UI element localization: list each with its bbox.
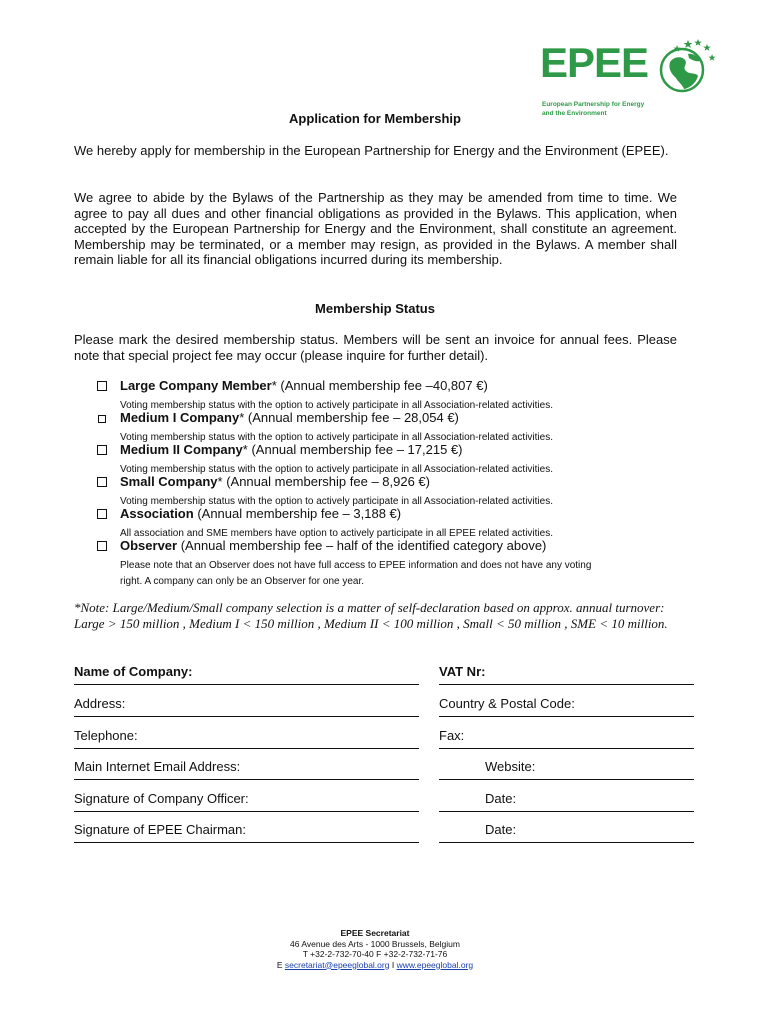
company-name-label: Name of Company: [74,664,193,679]
officer-date-label: Date: [485,791,517,806]
website-label: Website: [485,759,536,774]
address-field[interactable] [74,716,419,717]
option-suffix: * [217,474,227,489]
footer-email-prefix: E [276,959,285,970]
association-checkbox[interactable] [97,509,107,519]
globe-with-stars-icon [652,36,716,96]
officer-signature-row [74,789,694,809]
company-name-field[interactable] [74,684,419,685]
option-suffix: * [242,442,252,457]
option-suffix: * [239,410,248,425]
officer-signature-field[interactable] [74,811,419,812]
medium-ii-company-checkbox[interactable] [97,445,107,455]
address-row [74,694,694,714]
fax-label: Fax: [439,728,465,743]
observer-checkbox[interactable] [97,541,107,551]
chairman-signature-row [74,820,694,840]
option-fee: (Annual membership fee – 3,188 €) [197,506,402,521]
chairman-signature-label: Signature of EPEE Chairman: [74,822,246,837]
footer [0,928,750,970]
fax-field[interactable] [439,748,694,749]
option-name: Medium II Company [120,442,243,457]
chairman-signature-field[interactable] [74,842,419,843]
email-field[interactable] [74,779,419,780]
option-name: Medium I Company [120,410,240,425]
company-size-note: *Note: Large/Medium/Small company selection is a matter of self-declaration based on approx. annual turnover: Large > 150 million , Medium I < 150 million , Medium II < 100 million , Small < 50 million , SME < 10 million. [74,600,668,631]
epee-logo [540,34,720,120]
option-name: Association [120,506,194,521]
email-row [74,757,694,777]
option-name: Small Company [120,474,218,489]
option-description-continued: right. A company can only be an Observer for one year. [120,576,365,587]
option-name: Observer [120,538,178,553]
option-fee: (Annual membership fee – 8,926 €) [226,474,430,489]
status-instructions: Please mark the desired membership status. Members will be sent an invoice for annual fees. Please note that special project fee may occur (please inquire for further detail). [74,332,677,363]
agreement-paragraph: We agree to abide by the Bylaws of the Partnership as they may be amended from time to time. We agree to pay all dues and other financial obligations as provided in the Bylaws. This application, when accepted by the European Partnership for Energy and the Environment, shall constitute an agreement. Membership may be terminated, or a member may resign, as provided in the Bylaws. A member shall remain liable for all its financial obligations incurred during its membership. [74,190,677,268]
vat-label: VAT Nr: [439,664,486,679]
country-postal-field[interactable] [439,716,694,717]
website-field[interactable] [439,779,694,780]
option-description: Voting membership status with the option to actively participate in all Association-related activities. [120,400,553,411]
officer-signature-label: Signature of Company Officer: [74,791,249,806]
officer-date-field[interactable] [439,811,694,812]
option-fee: (Annual membership fee –40,807 €) [280,378,488,393]
option-description: Voting membership status with the option to actively participate in all Association-related activities. [120,464,553,475]
option-fee: (Annual membership fee – half of the identified category above) [180,538,547,553]
footer-contact [0,960,750,971]
intro-paragraph: We hereby apply for membership in the European Partnership for Energy and the Environment (EPEE). [74,143,669,158]
footer-separator: I [389,959,397,970]
option-name: Large Company Member [120,378,272,393]
medium-i-company-checkbox[interactable] [98,415,106,423]
option-fee: (Annual membership fee – 28,054 €) [247,410,459,425]
footer-address: 46 Avenue des Arts - 1000 Brussels, Belgium [290,938,460,949]
option-description: Voting membership status with the option to actively participate in all Association-related activities. [120,496,553,507]
chairman-date-label: Date: [485,822,517,837]
page-title: Application for Membership [289,111,461,126]
large-company-checkbox[interactable] [97,381,107,391]
chairman-date-field[interactable] [439,842,694,843]
telephone-label: Telephone: [74,728,138,743]
logo-wordmark: EPEE [540,39,649,86]
small-company-checkbox[interactable] [97,477,107,487]
footer-secretariat-name: EPEE Secretariat [340,928,410,938]
logo-tagline: European Partnership for Energy and the Environment [542,101,645,117]
company-row [74,662,694,682]
option-description: Voting membership status with the option to actively participate in all Association-related activities. [120,432,553,443]
option-description: All association and SME members have option to actively participate in all EPEE related activities. [120,528,553,539]
footer-phone: T +32-2-732-70-40 F +32-2-732-71-76 [302,949,448,959]
address-label: Address: [74,696,126,711]
option-fee: (Annual membership fee – 17,215 €) [251,442,463,457]
membership-status-heading: Membership Status [315,301,435,316]
option-description: Please note that an Observer does not have full access to EPEE information and does not have any voting [120,560,592,571]
option-suffix: * [271,378,281,393]
footer-email-link[interactable]: secretariat@epeeglobal.org [284,959,390,970]
email-label: Main Internet Email Address: [74,759,241,774]
telephone-row [74,726,694,746]
telephone-field[interactable] [74,748,419,749]
footer-website-link[interactable]: www.epeeglobal.org [396,959,474,970]
country-postal-label: Country & Postal Code: [439,696,575,711]
vat-field[interactable] [439,684,694,685]
